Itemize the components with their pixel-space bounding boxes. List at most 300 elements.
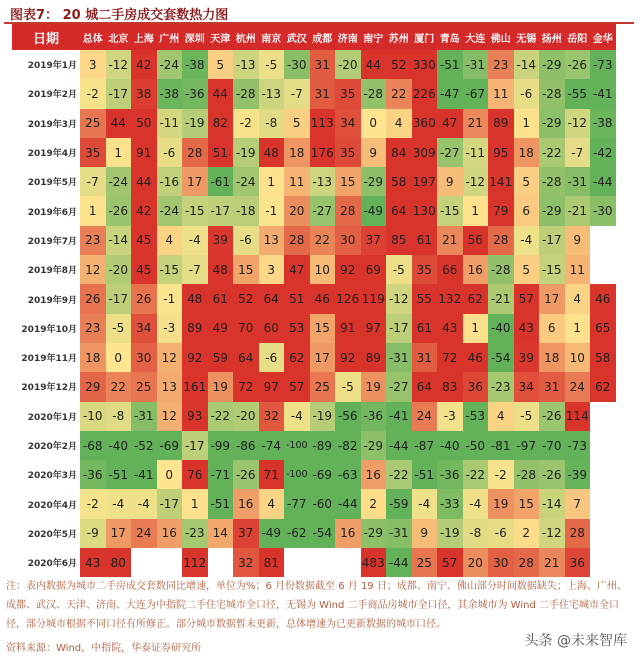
- table-row: [12, 138, 616, 167]
- heat-cell: -28: [539, 79, 565, 108]
- heat-cell: -81: [488, 431, 514, 460]
- heat-cell: 23: [488, 50, 514, 79]
- heat-cell: 161: [182, 372, 208, 401]
- heat-cell: 45: [131, 255, 157, 284]
- heat-cell: -67: [463, 79, 489, 108]
- heat-cell: -50: [463, 431, 489, 460]
- heat-cell: [157, 548, 183, 577]
- heat-cell: -26: [106, 196, 132, 225]
- heat-cell: -7: [182, 255, 208, 284]
- table-body: [12, 50, 616, 577]
- heat-cell: 46: [590, 284, 616, 313]
- heat-cell: -4: [514, 226, 540, 255]
- heat-cell: -56: [335, 402, 361, 431]
- heat-cell: 57: [284, 372, 310, 401]
- heat-cell: -7: [565, 138, 591, 167]
- heat-cell: -13: [310, 167, 336, 196]
- heat-cell: 15: [335, 167, 361, 196]
- table-row: [12, 519, 616, 548]
- heat-cell: -31: [565, 167, 591, 196]
- heat-cell: 28: [565, 519, 591, 548]
- heat-cell: 61: [412, 314, 438, 343]
- heat-cell: -60: [310, 489, 336, 518]
- heat-cell: 19: [361, 372, 387, 401]
- heat-cell: 21: [539, 548, 565, 577]
- heat-cell: 23: [80, 226, 106, 255]
- figure-title-bar: [4, 2, 634, 24]
- table-row: [12, 226, 616, 255]
- heat-cell: 51: [208, 138, 234, 167]
- heat-cell: -39: [565, 460, 591, 489]
- heat-cell: -27: [310, 196, 336, 225]
- heat-cell: -100: [284, 460, 310, 489]
- heat-cell: [335, 548, 361, 577]
- heat-cell: 72: [233, 372, 259, 401]
- heat-cell: -7: [80, 167, 106, 196]
- heat-cell: 58: [590, 343, 616, 372]
- heat-cell: 97: [361, 314, 387, 343]
- heat-cell: -49: [259, 519, 285, 548]
- heat-cell: 1: [259, 167, 285, 196]
- table-row: [12, 343, 616, 372]
- heat-cell: -26: [233, 460, 259, 489]
- heat-cell: 4: [259, 489, 285, 518]
- heat-cell: 13: [157, 372, 183, 401]
- heat-cell: -7: [284, 79, 310, 108]
- heat-cell: 18: [80, 343, 106, 372]
- heat-cell: -21: [565, 196, 591, 225]
- heat-cell: -19: [310, 402, 336, 431]
- heat-cell: 132: [437, 284, 463, 313]
- table-row: [12, 372, 616, 401]
- heat-cell: 16: [361, 460, 387, 489]
- heat-cell: 48: [208, 255, 234, 284]
- table-row: [12, 255, 616, 284]
- heat-cell: 25: [310, 372, 336, 401]
- heat-cell: -29: [361, 519, 387, 548]
- heat-cell: 81: [259, 548, 285, 577]
- heat-cell: -6: [488, 519, 514, 548]
- heat-cell: 5: [514, 167, 540, 196]
- heat-cell: 39: [514, 343, 540, 372]
- heat-cell: 2: [361, 489, 387, 518]
- heat-cell: -40: [488, 314, 514, 343]
- heat-cell: 28: [488, 226, 514, 255]
- heat-cell: -38: [590, 109, 616, 138]
- heat-cell: -41: [131, 460, 157, 489]
- heat-cell: -12: [106, 50, 132, 79]
- heat-cell: -5: [386, 255, 412, 284]
- header-city: 广州: [157, 24, 183, 50]
- heat-cell: 330: [412, 50, 438, 79]
- heat-cell: 28: [335, 196, 361, 225]
- header-city: 无锡: [514, 24, 540, 50]
- heat-cell: -4: [106, 489, 132, 518]
- heat-cell: -11: [157, 109, 183, 138]
- header-city: 大连: [463, 24, 489, 50]
- heat-cell: -63: [335, 460, 361, 489]
- heat-cell: -44: [386, 548, 412, 577]
- heat-cell: 47: [284, 255, 310, 284]
- heat-cell: 18: [539, 343, 565, 372]
- heat-cell: -28: [361, 79, 387, 108]
- heat-cell: 64: [259, 284, 285, 313]
- table-row: [12, 109, 616, 138]
- heat-cell: -28: [233, 79, 259, 108]
- row-date: 2019年1月: [12, 50, 80, 79]
- heat-cell: -55: [565, 79, 591, 108]
- heat-cell: -59: [386, 489, 412, 518]
- heat-cell: 0: [361, 109, 387, 138]
- heat-cell: 7: [565, 489, 591, 518]
- table-row: [12, 50, 616, 79]
- heat-cell: 32: [259, 402, 285, 431]
- heat-cell: 44: [106, 109, 132, 138]
- heat-cell: 64: [233, 343, 259, 372]
- heat-cell: [284, 548, 310, 577]
- heat-cell: -29: [539, 109, 565, 138]
- heat-cell: -52: [131, 431, 157, 460]
- row-date: 2019年11月: [12, 343, 80, 372]
- heat-cell: -5: [259, 50, 285, 79]
- header-city: 南宁: [361, 24, 387, 50]
- row-date: 2020年6月: [12, 548, 80, 577]
- row-date: 2019年8月: [12, 255, 80, 284]
- watermark: 头条 @未来智库: [522, 630, 630, 650]
- heat-cell: 23: [80, 314, 106, 343]
- heat-cell: 113: [310, 109, 336, 138]
- heat-cell: 12: [80, 255, 106, 284]
- heat-cell: 53: [284, 314, 310, 343]
- heat-cell: -29: [539, 50, 565, 79]
- header-city: 总体: [80, 24, 106, 50]
- heat-cell: 44: [131, 167, 157, 196]
- heat-cell: 11: [284, 167, 310, 196]
- row-date: 2020年5月: [12, 519, 80, 548]
- heat-cell: 5: [208, 50, 234, 79]
- heat-cell: 25: [80, 109, 106, 138]
- heat-cell: -15: [437, 196, 463, 225]
- heat-cell: 51: [284, 284, 310, 313]
- heat-cell: 17: [182, 167, 208, 196]
- heat-cell: -33: [437, 489, 463, 518]
- heat-cell: -74: [259, 431, 285, 460]
- heat-cell: 32: [233, 548, 259, 577]
- heat-cell: 45: [131, 226, 157, 255]
- header-city: 青岛: [437, 24, 463, 50]
- heat-cell: 43: [80, 548, 106, 577]
- heat-cell: -53: [463, 402, 489, 431]
- heat-cell: 31: [412, 343, 438, 372]
- heat-cell: 0: [106, 343, 132, 372]
- heat-cell: -26: [539, 460, 565, 489]
- heat-cell: -3: [157, 314, 183, 343]
- heat-cell: 16: [233, 489, 259, 518]
- heat-cell: -86: [233, 431, 259, 460]
- heat-cell: -47: [437, 79, 463, 108]
- heat-cell: 31: [310, 50, 336, 79]
- heat-cell: 12: [157, 343, 183, 372]
- heat-cell: -5: [335, 372, 361, 401]
- header-city: 北京: [106, 24, 132, 50]
- heat-cell: 20: [463, 548, 489, 577]
- heat-cell: 17: [106, 519, 132, 548]
- header-city: 天津: [208, 24, 234, 50]
- heat-cell: 9: [361, 138, 387, 167]
- heat-cell: 37: [233, 519, 259, 548]
- header-city: 上海: [131, 24, 157, 50]
- heat-cell: 64: [386, 196, 412, 225]
- row-date: 2020年4月: [12, 489, 80, 518]
- heat-cell: 130: [412, 196, 438, 225]
- heat-cell: -36: [182, 79, 208, 108]
- header-city: 岳阳: [565, 24, 591, 50]
- heat-cell: 1: [463, 196, 489, 225]
- row-date: 2019年9月: [12, 284, 80, 313]
- heat-cell: -61: [208, 167, 234, 196]
- heat-cell: -99: [208, 431, 234, 460]
- heat-cell: -14: [539, 489, 565, 518]
- heat-cell: -12: [565, 109, 591, 138]
- heat-cell: -2: [488, 460, 514, 489]
- heat-cell: 62: [590, 372, 616, 401]
- heat-cell: 22: [310, 226, 336, 255]
- heat-cell: 16: [157, 519, 183, 548]
- heat-cell: -8: [259, 109, 285, 138]
- heat-cell: 1: [463, 314, 489, 343]
- heat-cell: -5: [106, 314, 132, 343]
- heat-cell: -87: [412, 431, 438, 460]
- table-row: [12, 548, 616, 577]
- header-city: 厦门: [412, 24, 438, 50]
- heat-cell: -44: [386, 431, 412, 460]
- heat-cell: 56: [463, 226, 489, 255]
- heat-cell: 42: [131, 50, 157, 79]
- heat-cell: 4: [386, 109, 412, 138]
- heat-cell: -51: [208, 489, 234, 518]
- heat-cell: 18: [514, 138, 540, 167]
- heat-cell: 82: [208, 109, 234, 138]
- row-date: 2019年12月: [12, 372, 80, 401]
- heat-cell: 25: [131, 372, 157, 401]
- heat-cell: -16: [157, 167, 183, 196]
- row-date: 2019年10月: [12, 314, 80, 343]
- heat-cell: -6: [157, 138, 183, 167]
- heat-cell: -69: [310, 460, 336, 489]
- heat-cell: -69: [157, 431, 183, 460]
- heat-cell: -97: [514, 431, 540, 460]
- heat-cell: -22: [539, 138, 565, 167]
- heat-cell: -17: [208, 196, 234, 225]
- heat-cell: -44: [590, 167, 616, 196]
- heat-cell: -40: [437, 431, 463, 460]
- heat-cell: 176: [310, 138, 336, 167]
- heat-cell: -100: [284, 431, 310, 460]
- heat-cell: -15: [157, 255, 183, 284]
- heat-cell: 34: [514, 372, 540, 401]
- heat-cell: -28: [514, 460, 540, 489]
- heat-cell: 11: [565, 255, 591, 284]
- heat-cell: -17: [386, 314, 412, 343]
- heat-cell: -4: [463, 489, 489, 518]
- heat-cell: 38: [131, 79, 157, 108]
- heat-cell: -22: [386, 460, 412, 489]
- heat-cell: 4: [488, 402, 514, 431]
- heat-cell: 58: [386, 167, 412, 196]
- heat-cell: 30: [131, 343, 157, 372]
- heat-cell: -28: [539, 167, 565, 196]
- heat-cell: 24: [131, 519, 157, 548]
- heat-cell: 9: [565, 226, 591, 255]
- heat-cell: 226: [412, 79, 438, 108]
- heat-cell: 3: [80, 50, 106, 79]
- heat-cell: -40: [106, 431, 132, 460]
- heat-cell: 6: [539, 314, 565, 343]
- header-city: 佛山: [488, 24, 514, 50]
- heat-cell: 93: [182, 402, 208, 431]
- heat-cell: 22: [386, 79, 412, 108]
- heat-cell: 28: [514, 548, 540, 577]
- heat-cell: -26: [539, 402, 565, 431]
- heat-cell: 19: [488, 489, 514, 518]
- heat-cell: 57: [437, 548, 463, 577]
- row-date: 2020年3月: [12, 460, 80, 489]
- heat-cell: 141: [488, 167, 514, 196]
- header-city: 武汉: [284, 24, 310, 50]
- heat-cell: 20: [284, 196, 310, 225]
- heat-cell: -82: [335, 431, 361, 460]
- heat-cell: 6: [514, 196, 540, 225]
- heat-cell: 2: [514, 519, 540, 548]
- heat-cell: 9: [437, 167, 463, 196]
- heat-cell: 44: [361, 50, 387, 79]
- heat-cell: -31: [386, 343, 412, 372]
- heat-cell: -15: [539, 255, 565, 284]
- heat-cell: 71: [259, 460, 285, 489]
- table-row: [12, 489, 616, 518]
- heat-cell: -20: [233, 402, 259, 431]
- heat-cell: 18: [284, 138, 310, 167]
- heat-cell: -24: [106, 167, 132, 196]
- heat-cell: -4: [412, 489, 438, 518]
- heat-cell: -12: [463, 167, 489, 196]
- heat-cell: 24: [565, 372, 591, 401]
- table-note: 注：表内数据为城市二手房成交套数同比增速，单位为%；6 月份数据截至 6 月 19 日；成都、南宁、佛山部分时间数据缺失；上海、广州、成都、武汉、天津、济南、大连为中指院二手住宅城市全口径，无锡为 Wind 二手商品房城市全口径，其余城市为 Wind 二手住宅城市全口径，部分城市根据不同口径有所修正。部分城市数据暂未更新，总体增速为已更新数据的城市口径。: [6, 581, 627, 630]
- heat-cell: 50: [131, 109, 157, 138]
- heat-cell: 95: [488, 138, 514, 167]
- heat-cell: -68: [80, 431, 106, 460]
- heat-cell: -89: [310, 431, 336, 460]
- heat-cell: -6: [233, 226, 259, 255]
- heat-cell: 52: [386, 50, 412, 79]
- heat-cell: 48: [182, 284, 208, 313]
- heat-cell: 48: [259, 138, 285, 167]
- heat-cell: 309: [412, 138, 438, 167]
- heat-cell: 35: [80, 138, 106, 167]
- row-date: 2019年6月: [12, 196, 80, 225]
- heat-cell: 44: [208, 79, 234, 108]
- heat-cell: 60: [259, 314, 285, 343]
- heat-cell: -36: [361, 402, 387, 431]
- header-city: 济南: [335, 24, 361, 50]
- heat-cell: 37: [361, 226, 387, 255]
- heat-cell: 5: [284, 109, 310, 138]
- heat-cell: [131, 548, 157, 577]
- heat-cell: 92: [335, 255, 361, 284]
- heat-cell: -73: [590, 50, 616, 79]
- heat-cell: 61: [208, 284, 234, 313]
- heat-cell: 14: [208, 519, 234, 548]
- heat-cell: -2: [233, 109, 259, 138]
- heat-cell: 360: [412, 109, 438, 138]
- row-date: 2019年4月: [12, 138, 80, 167]
- heat-cell: 72: [437, 343, 463, 372]
- heat-cell: 25: [412, 548, 438, 577]
- heat-cell: -30: [284, 50, 310, 79]
- heat-cell: 46: [310, 284, 336, 313]
- table-row: [12, 460, 616, 489]
- heat-cell: -26: [565, 50, 591, 79]
- heat-cell: 483: [361, 548, 387, 577]
- table-row: [12, 196, 616, 225]
- heat-cell: 30: [488, 548, 514, 577]
- heat-cell: 47: [437, 109, 463, 138]
- heat-cell: -70: [539, 431, 565, 460]
- heat-cell: 35: [335, 79, 361, 108]
- heat-cell: 3: [259, 255, 285, 284]
- heat-cell: -51: [437, 50, 463, 79]
- heat-cell: 52: [233, 284, 259, 313]
- heat-cell: 57: [514, 284, 540, 313]
- heat-cell: -42: [590, 138, 616, 167]
- heat-cell: 16: [463, 255, 489, 284]
- heat-cell: -14: [106, 226, 132, 255]
- heat-cell: 35: [335, 138, 361, 167]
- heat-cell: 92: [182, 343, 208, 372]
- row-date: 2020年1月: [12, 402, 80, 431]
- heat-cell: -29: [539, 196, 565, 225]
- table-row: [12, 402, 616, 431]
- heat-cell: 126: [335, 284, 361, 313]
- heat-cell: 85: [386, 226, 412, 255]
- heat-cell: -21: [488, 284, 514, 313]
- heat-cell: 61: [412, 226, 438, 255]
- heat-cell: -41: [590, 79, 616, 108]
- heat-cell: -17: [182, 431, 208, 460]
- heat-cell: 114: [565, 402, 591, 431]
- heat-cell: -18: [233, 196, 259, 225]
- heat-cell: 36: [463, 372, 489, 401]
- heat-cell: -44: [335, 489, 361, 518]
- heat-cell: 89: [361, 343, 387, 372]
- heat-cell: -20: [106, 255, 132, 284]
- heat-cell: 43: [437, 314, 463, 343]
- heat-cell: 15: [233, 255, 259, 284]
- heat-cell: -19: [437, 519, 463, 548]
- heat-cell: 84: [386, 138, 412, 167]
- table-row: [12, 431, 616, 460]
- heat-cell: -28: [488, 255, 514, 284]
- row-date: 2020年2月: [12, 431, 80, 460]
- row-date: 2019年5月: [12, 167, 80, 196]
- heat-cell: 24: [412, 402, 438, 431]
- header-city: 成都: [310, 24, 336, 50]
- header-city: 苏州: [386, 24, 412, 50]
- heat-cell: -19: [182, 109, 208, 138]
- heat-cell: 89: [488, 109, 514, 138]
- heat-cell: 28: [284, 226, 310, 255]
- heat-cell: 19: [208, 372, 234, 401]
